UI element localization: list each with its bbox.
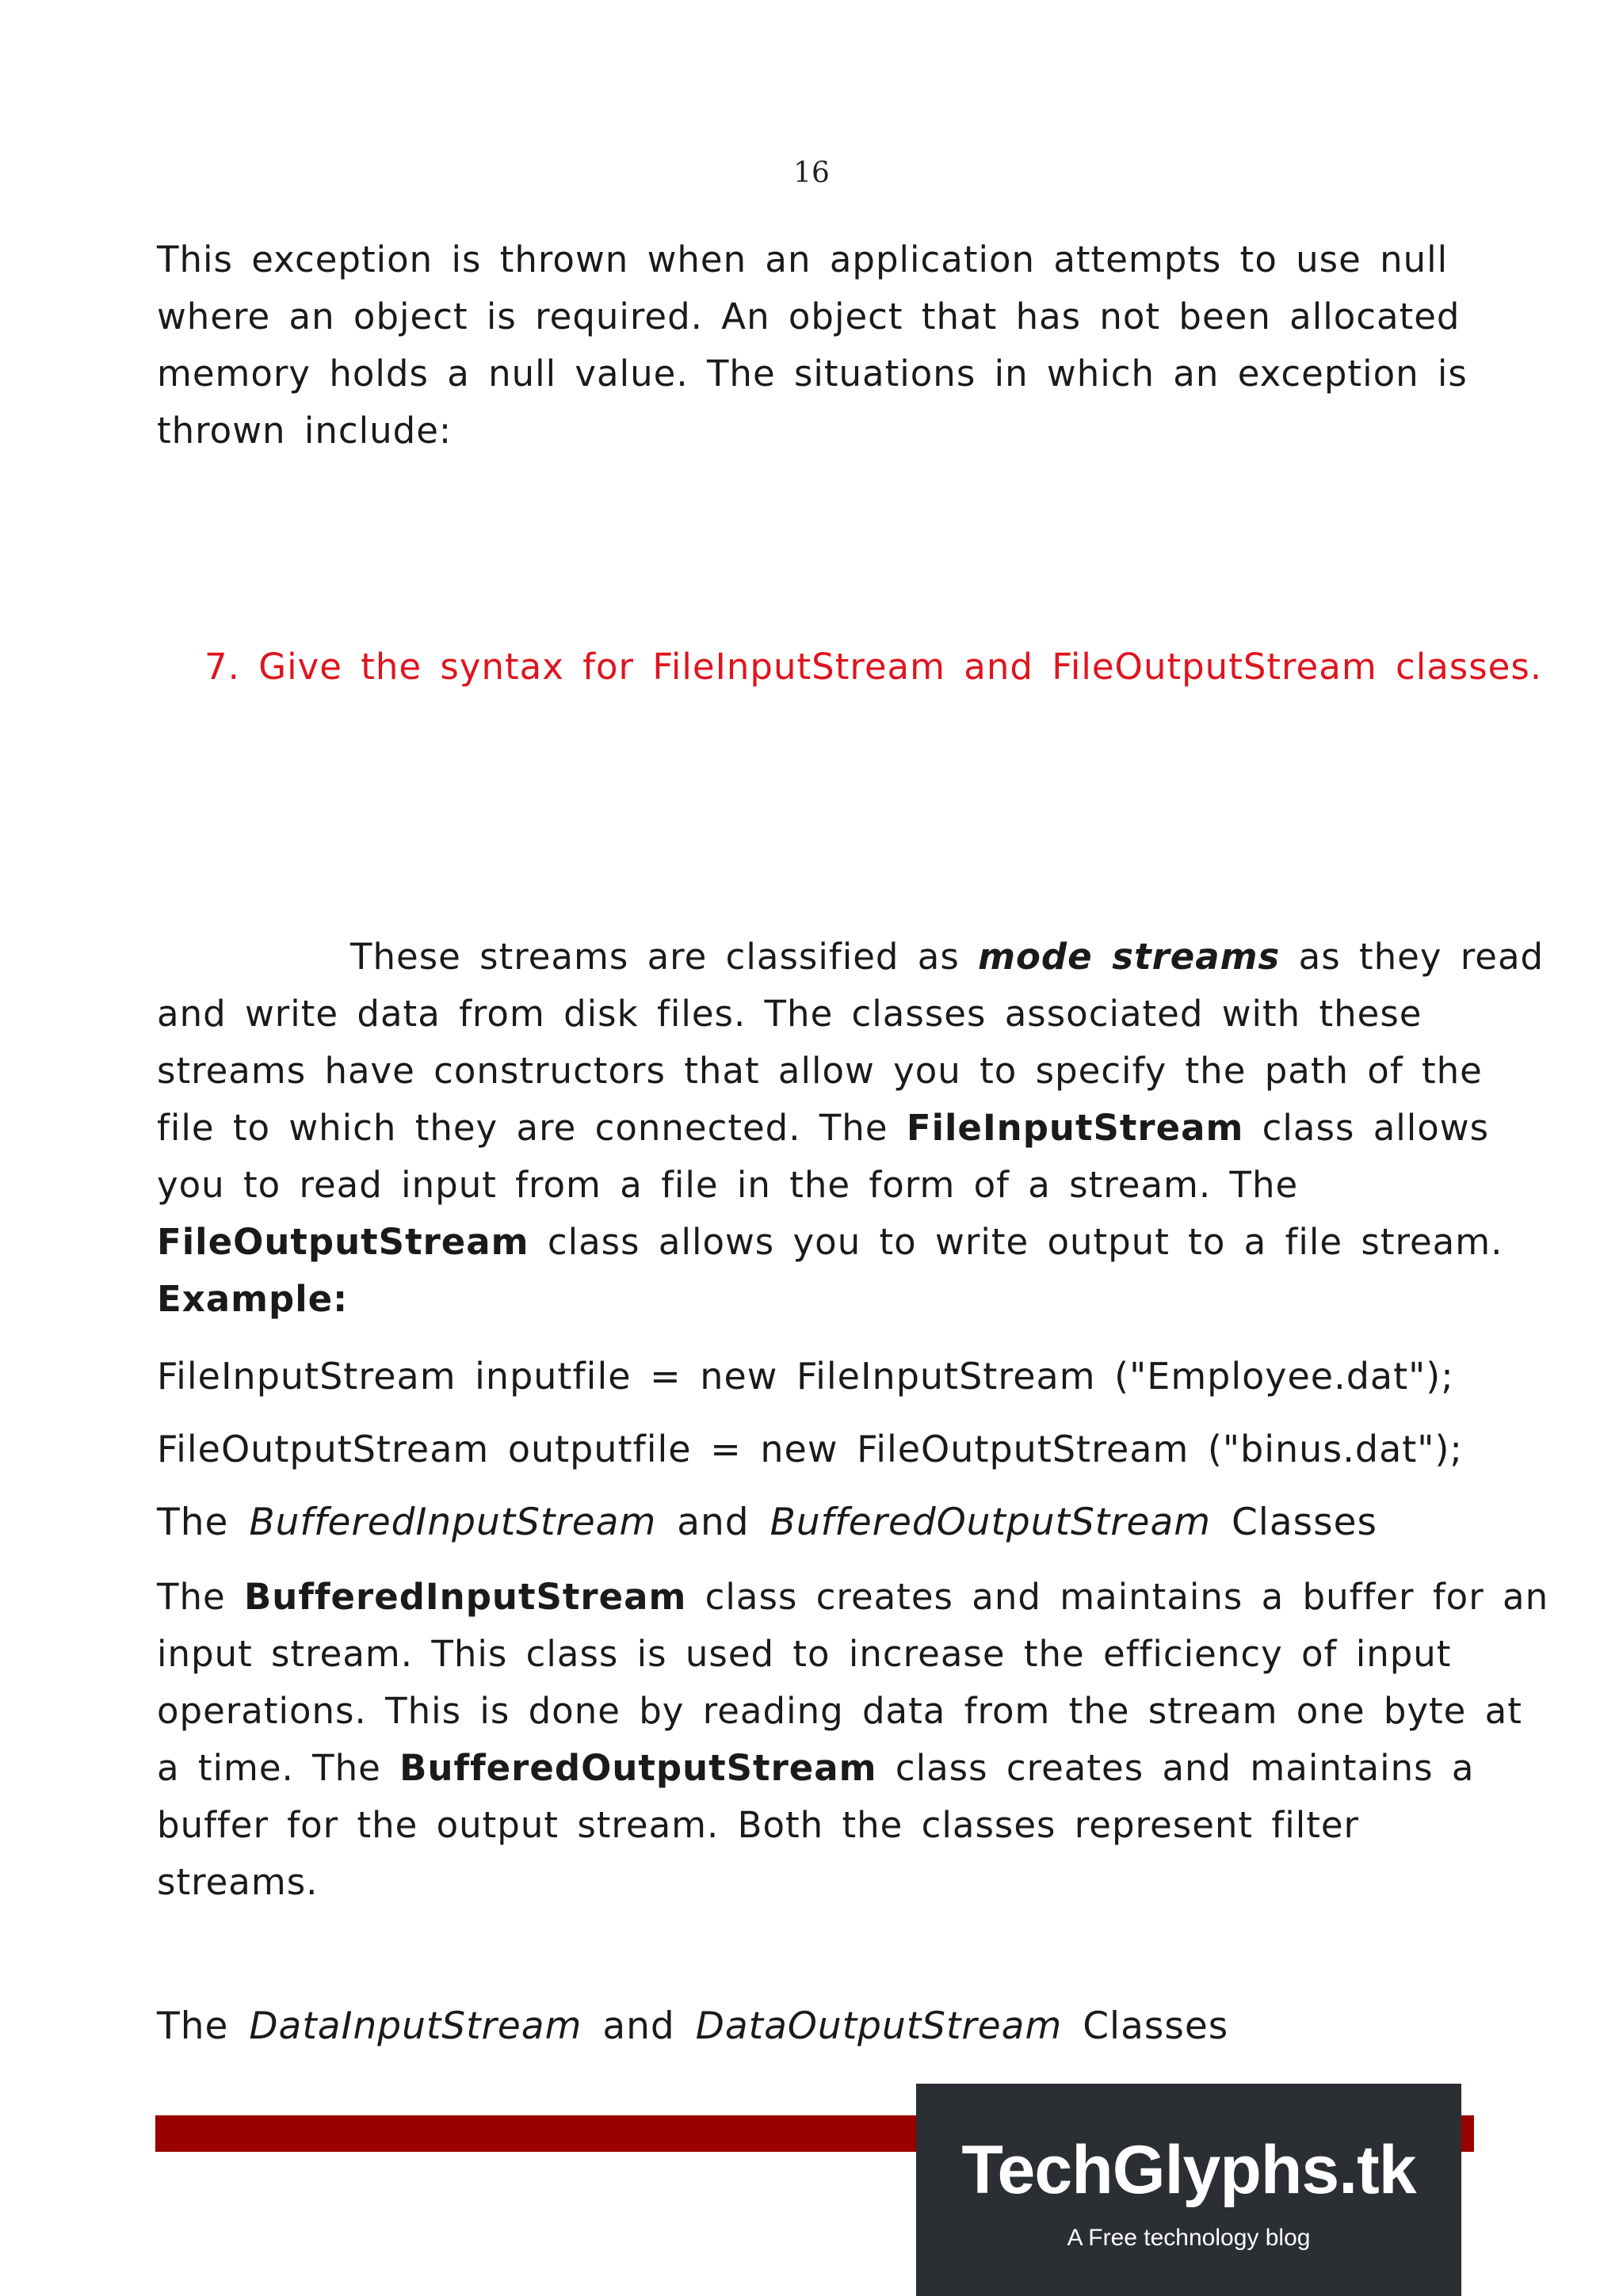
- buffered-keyword: BufferedOutputStream: [399, 1747, 877, 1789]
- answer-text: as they read: [1280, 936, 1545, 978]
- code-line-output: FileOutputStream outputfile = new FileOutputStream ("binus.dat");: [157, 1428, 1463, 1470]
- section-heading-buffered: [157, 1501, 1377, 1544]
- answer-emphasis: mode streams: [978, 936, 1281, 978]
- heading-class-name: DataOutputStream: [695, 2004, 1063, 2048]
- answer-text: file to which they are connected. The: [157, 1107, 907, 1149]
- brand-watermark[interactable]: [916, 2084, 1461, 2296]
- answer-line: you to read input from a file in the form of a stream. The: [157, 1164, 1299, 1206]
- page-number: 16: [793, 157, 830, 189]
- answer-line: and write data from disk files. The classes associated with these: [157, 993, 1423, 1035]
- answer-text: class allows you to write output to a file stream.: [529, 1221, 1503, 1263]
- code-line-input: FileInputStream inputfile = new FileInputStream ("Employee.dat");: [157, 1355, 1454, 1398]
- answer-line: [157, 1100, 1490, 1157]
- buffered-line: [157, 1740, 1475, 1797]
- heading-text: The: [157, 1501, 250, 1544]
- brand-subtitle: A Free technology blog: [1067, 2225, 1311, 2251]
- heading-class-name: BufferedInputStream: [249, 1501, 657, 1544]
- heading-text: and: [656, 1501, 770, 1544]
- heading-text: Classes: [1062, 2004, 1229, 2048]
- answer-line: streams have constructors that allow you to specify the path of the: [157, 1050, 1483, 1092]
- heading-class-name: DataInputStream: [249, 2004, 582, 2048]
- intro-line: where an object is required. An object that has not been allocated: [157, 296, 1461, 338]
- heading-text: Classes: [1211, 1501, 1378, 1544]
- buffered-line: operations. This is done by reading data from the stream one byte at: [157, 1690, 1522, 1732]
- section-heading-data: [157, 2004, 1228, 2048]
- buffered-keyword: BufferedInputStream: [244, 1576, 687, 1618]
- intro-line: memory holds a null value. The situations in which an exception is: [157, 353, 1468, 395]
- intro-paragraph: [157, 231, 1472, 460]
- answer-text: class allows: [1243, 1107, 1490, 1149]
- buffered-paragraph: [157, 1569, 1549, 1911]
- answer-line: Example:: [157, 1278, 349, 1320]
- heading-text: The: [157, 2004, 250, 2048]
- heading-class-name: BufferedOutputStream: [769, 1501, 1212, 1544]
- brand-title: TechGlyphs.tk: [961, 2132, 1416, 2208]
- intro-line: thrown include:: [157, 410, 453, 452]
- answer-line: [157, 1214, 1503, 1271]
- buffered-line: [157, 1569, 1549, 1626]
- answer-text: These streams are classified as: [350, 936, 979, 978]
- buffered-line: input stream. This class is used to increase the efficiency of input: [157, 1633, 1452, 1675]
- buffered-text: a time. The: [157, 1747, 400, 1789]
- answer-line: [157, 929, 1545, 986]
- heading-text: and: [582, 2004, 696, 2048]
- intro-line: This exception is thrown when an application attempts to use null: [157, 238, 1449, 280]
- buffered-line: buffer for the output stream. Both the classes represent filter: [157, 1804, 1360, 1846]
- buffered-line: streams.: [157, 1861, 319, 1903]
- answer-keyword: FileInputStream: [906, 1107, 1244, 1149]
- question-heading: 7. Give the syntax for FileInputStream and FileOutputStream classes.: [204, 646, 1543, 688]
- buffered-text: class creates and maintains a: [876, 1747, 1475, 1789]
- answer-paragraph: [157, 929, 1545, 1328]
- answer-keyword: FileOutputStream: [157, 1221, 529, 1263]
- buffered-text: class creates and maintains a buffer for an: [686, 1576, 1549, 1618]
- buffered-text: The: [157, 1576, 244, 1618]
